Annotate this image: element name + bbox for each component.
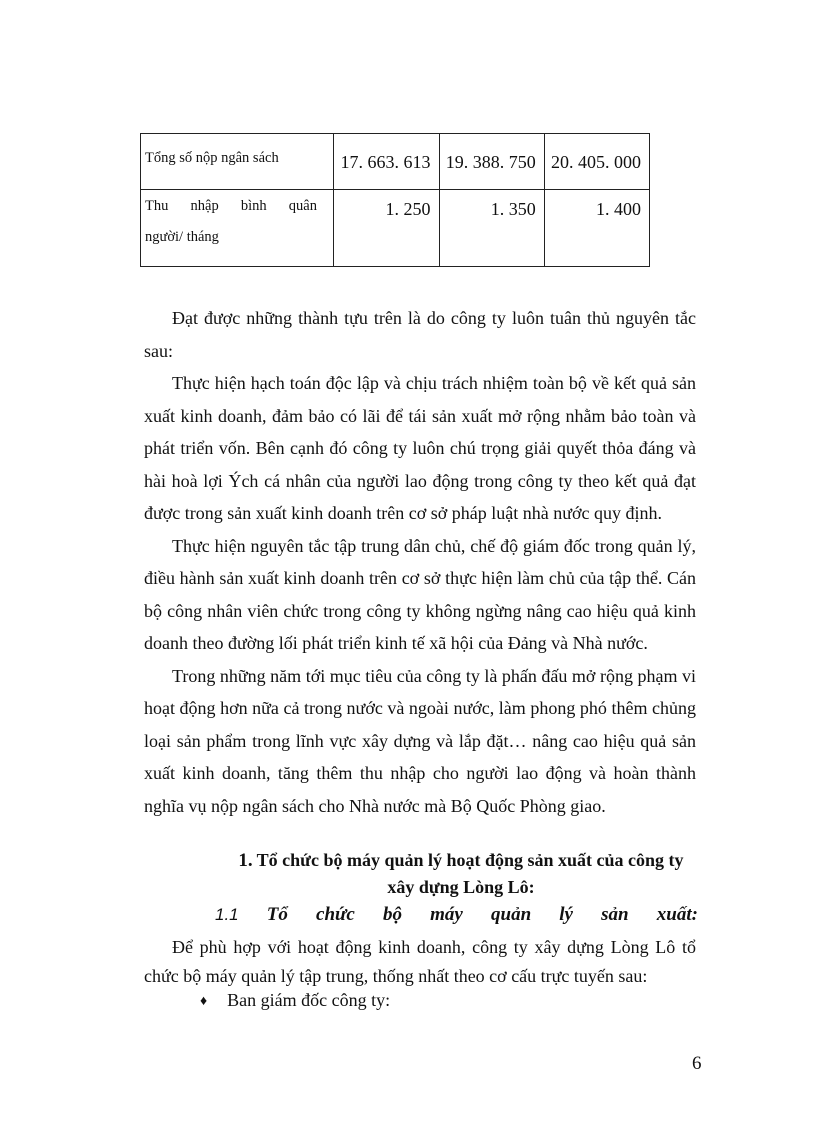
section-heading xyxy=(226,847,696,901)
value-cell xyxy=(544,134,649,190)
value-cell xyxy=(334,134,439,190)
paragraph: Trong những năm tới mục tiêu của công ty là phấn đấu mở rộng phạm vi hoạt động hơn nữa cả trong nước và ngoài nước, làm phong phó thêm chủng loại sản phẩm trong lĩnh vực xây dựng và lắp đặt… nâng cao hiệu quả sản xuất kinh doanh, tăng thêm thu nhập cho người lao động và hoàn thành nghĩa vụ nộp ngân sách cho Nhà nước mà Bộ Quốc Phòng giao. xyxy=(144,665,696,816)
subsection-word: quản xyxy=(491,904,532,925)
statistics-table xyxy=(140,133,650,267)
table-value: 20. 405. 000 xyxy=(551,152,641,172)
row-label: Tổng số nộp ngân sách xyxy=(145,150,279,166)
section-paragraph: Để phù hợp với hoạt động kinh doanh, công ty xây dựng Lòng Lô tổ chức bộ máy quản lý tập trung, thống nhất theo cơ cấu trực tuyến sau: xyxy=(144,937,696,986)
subsection-word: bộ xyxy=(383,904,402,925)
section-title-line2: xây dựng Lòng Lô: xyxy=(387,877,535,897)
section-title-line1: Tổ chức bộ máy quản lý hoạt động sản xuất của công ty xyxy=(256,850,684,870)
subsection-word: máy xyxy=(430,904,463,925)
subsection-number: 1.1 xyxy=(215,905,239,924)
diamond-bullet-icon: ♦ xyxy=(200,994,208,1009)
subsection-heading xyxy=(215,901,698,929)
row-label-line2: người/ tháng xyxy=(145,229,219,245)
paragraph: Thực hiện hạch toán độc lập và chịu trách nhiệm toàn bộ về kết quả sản xuất kinh doanh, đảm bảo có lãi để tái sản xuất mở rộng nhằm bảo toàn và phát triển vốn. Bên cạnh đó công ty luôn chú trọng giải quyết thỏa đáng và hài hoà lợi Ých cá nhân của người lao động trong công ty theo kết quả đạt được trong sản xuất kinh doanh trên cơ sở pháp luật nhà nước quy định. xyxy=(144,373,696,523)
subsection-word: lý xyxy=(559,904,573,925)
paragraph: Thực hiện nguyên tắc tập trung dân chủ, chế độ giám đốc trong quản lý, điều hành sản xuất kinh doanh trên cơ sở thực hiện làm chủ của tập thể. Cán bộ công nhân viên chức trong công ty không ngừng nâng cao hiệu quả kinh doanh theo đường lối phát triển kinh tế xã hội của Đảng và Nhà nước. xyxy=(144,535,696,653)
value-cell xyxy=(334,190,439,267)
subsection-word: Tổ xyxy=(266,904,288,925)
row-label-cell xyxy=(141,134,334,190)
bullet-text: Ban giám đốc công ty: xyxy=(227,990,391,1010)
table-row xyxy=(141,134,650,190)
subsection-word: chức xyxy=(316,904,355,925)
table-row xyxy=(141,190,650,267)
table-value: 1. 250 xyxy=(385,199,431,219)
row-label-cell xyxy=(141,190,334,267)
table-value: 19. 388. 750 xyxy=(445,152,536,172)
table-value: 1. 400 xyxy=(596,199,641,219)
section-number: 1. xyxy=(238,850,253,871)
value-cell xyxy=(439,190,544,267)
subsection-word: xuất: xyxy=(656,904,698,925)
page-number: 6 xyxy=(692,1053,702,1074)
value-cell xyxy=(544,190,649,267)
paragraph: Đạt được những thành tựu trên là do công ty luôn tuân thủ nguyên tắc sau: xyxy=(144,308,696,361)
bullet-item xyxy=(200,986,390,1016)
value-cell xyxy=(439,134,544,190)
table-value: 17. 663. 613 xyxy=(340,152,431,172)
row-label-line1: Thu nhập bình quân xyxy=(145,198,317,214)
body-text xyxy=(144,302,696,822)
table-value: 1. 350 xyxy=(490,199,536,219)
subsection-word: sản xyxy=(601,904,629,925)
